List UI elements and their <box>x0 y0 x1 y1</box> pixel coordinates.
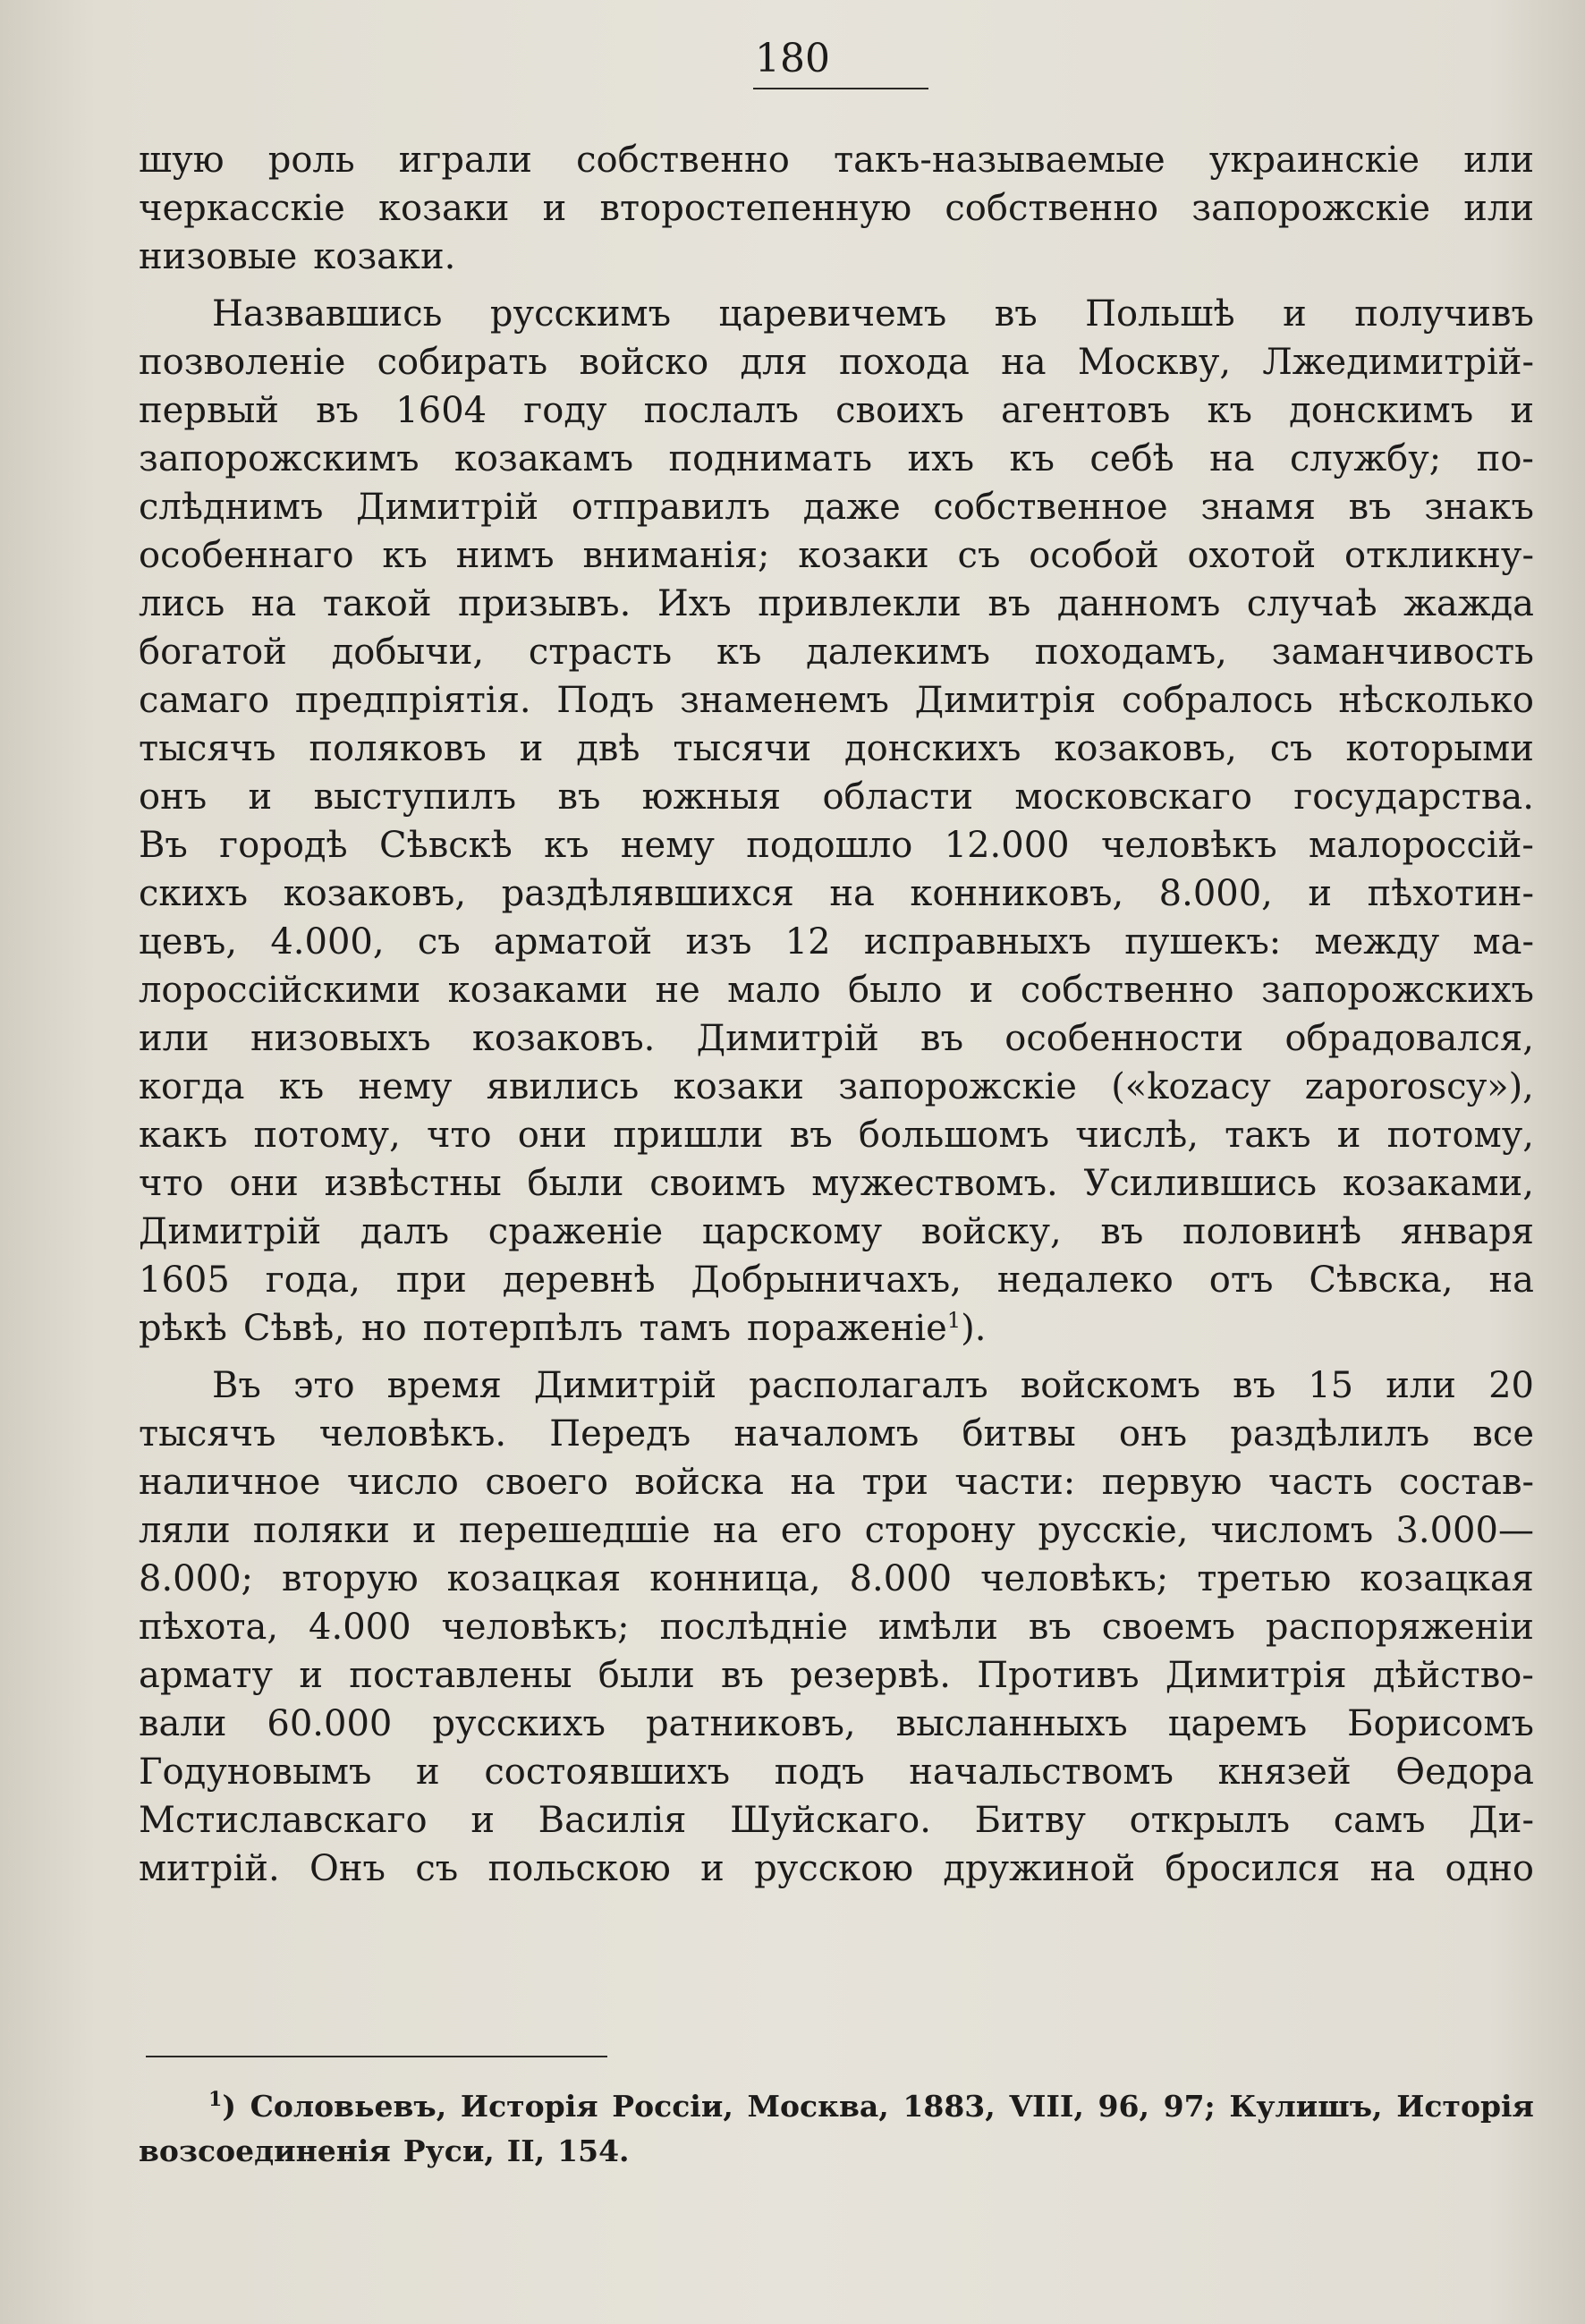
text-line: 1605 года, при деревнѣ Добрыничахъ, недалеко отъ Сѣвска, на <box>139 1260 1534 1301</box>
text-line: низовые козаки. <box>139 236 456 277</box>
text-line: самаго предпріятія. Подъ знаменемъ Димитрія собралось нѣсколько <box>139 680 1534 721</box>
text-line: 8.000; вторую козацкая конница, 8.000 человѣкъ; третью козацкая <box>139 1558 1534 1599</box>
text-line: Мстиславскаго и Василія Шуйскаго. Битву открылъ самъ Ди- <box>139 1800 1534 1841</box>
text-line: особеннаго къ нимъ вниманія; козаки съ особой охотой откликну- <box>139 535 1534 576</box>
text-line: какъ потому, что они пришли въ большомъ числѣ, такъ и потому, <box>139 1115 1534 1156</box>
text-line: черкасскіе козаки и второстепенную собственно запорожскіе или <box>139 188 1534 229</box>
body-text <box>139 136 1534 1893</box>
text-line: онъ и выступилъ въ южныя области московскаго государства. <box>139 776 1534 818</box>
text-line: наличное число своего войска на три части: первую часть состав- <box>139 1462 1534 1503</box>
text-line: шую роль играли собственно такъ-называемые украинскіе или <box>139 140 1534 181</box>
text-line: Въ городѣ Сѣвскѣ къ нему подошло 12.000 человѣкъ малороссій- <box>139 825 1534 866</box>
text-line: армату и поставлены были въ резервѣ. Противъ Димитрія дѣйство- <box>139 1655 1534 1696</box>
footnote-marker: 1 <box>208 2088 223 2111</box>
text-line: вали 60.000 русскихъ ратниковъ, высланныхъ царемъ Борисомъ <box>139 1703 1534 1744</box>
text-line: тысячъ поляковъ и двѣ тысячи донскихъ козаковъ, съ которыми <box>139 728 1534 769</box>
text-line: тысячъ человѣкъ. Передъ началомъ битвы онъ раздѣлилъ все <box>139 1413 1534 1455</box>
page-number: 180 <box>755 36 830 81</box>
text-line: первый въ 1604 году послалъ своихъ агентовъ къ донскимъ и <box>139 390 1534 431</box>
text-line: митрій. Онъ съ польскою и русскою дружиной бросился на одно <box>139 1848 1534 1889</box>
text-line: пѣхота, 4.000 человѣкъ; послѣдніе имѣли въ своемъ распоряженіи <box>139 1607 1534 1648</box>
text-line: Димитрій далъ сраженіе царскому войску, въ половинѣ января <box>139 1211 1534 1252</box>
header-rule <box>753 88 928 89</box>
text-line: цевъ, 4.000, съ арматой изъ 12 исправныхъ пушекъ: между ма- <box>139 921 1534 963</box>
footnote-line: $^1$) Соловьевъ, Исторія Россіи, Москва, 1883, VIII, 96, 97; Кулишъ, Исторія <box>208 2088 1534 2124</box>
text-line: позволеніе собирать войско для похода на Москву, Лжедимитрій- <box>139 342 1534 383</box>
text-line: лись на такой призывъ. Ихъ привлекли въ данномъ случаѣ жажда <box>139 583 1534 624</box>
text-line: Годуновымъ и состоявшихъ подъ начальствомъ князей Ѳедора <box>139 1751 1534 1793</box>
text-line: богатой добычи, страсть къ далекимъ походамъ, заманчивость <box>139 632 1534 673</box>
text-line: или низовыхъ козаковъ. Димитрій въ особенности обрадовался, <box>139 1018 1534 1059</box>
text-line: Назвавшись русскимъ царевичемъ въ Польшѣ и получивъ <box>212 293 1534 335</box>
text-line: слѣднимъ Димитрій отправилъ даже собственное знамя въ знакъ <box>139 487 1534 528</box>
text-line: рѣкѣ Сѣвѣ, но потерпѣлъ тамъ пораженіе$^1$). <box>139 1308 987 1349</box>
text-line: лороссійскими козаками не мало было и собственно запорожскихъ <box>139 970 1534 1011</box>
footnote-line: возсоединенія Руси, II, 154. <box>139 2133 630 2168</box>
text-line: когда къ нему явились козаки запорожскіе («kozacy zaporoscy»), <box>139 1066 1534 1107</box>
text-line: скихъ козаковъ, раздѣлявшихся на конниковъ, 8.000, и пѣхотин- <box>139 873 1534 914</box>
text-line: запорожскимъ козакамъ поднимать ихъ къ себѣ на службу; по- <box>139 438 1534 479</box>
footnote-rule <box>146 2056 607 2057</box>
text-line: ляли поляки и перешедшіе на его сторону русскіе, числомъ 3.000— <box>139 1510 1534 1551</box>
text-line: что они извѣстны были своимъ мужествомъ. Усилившись козаками, <box>139 1163 1534 1204</box>
footnote <box>139 2084 1534 2174</box>
footnote-reference[interactable]: $^1$). <box>946 1308 987 1349</box>
text-line: Въ это время Димитрій располагалъ войскомъ въ 15 или 20 <box>212 1365 1534 1406</box>
